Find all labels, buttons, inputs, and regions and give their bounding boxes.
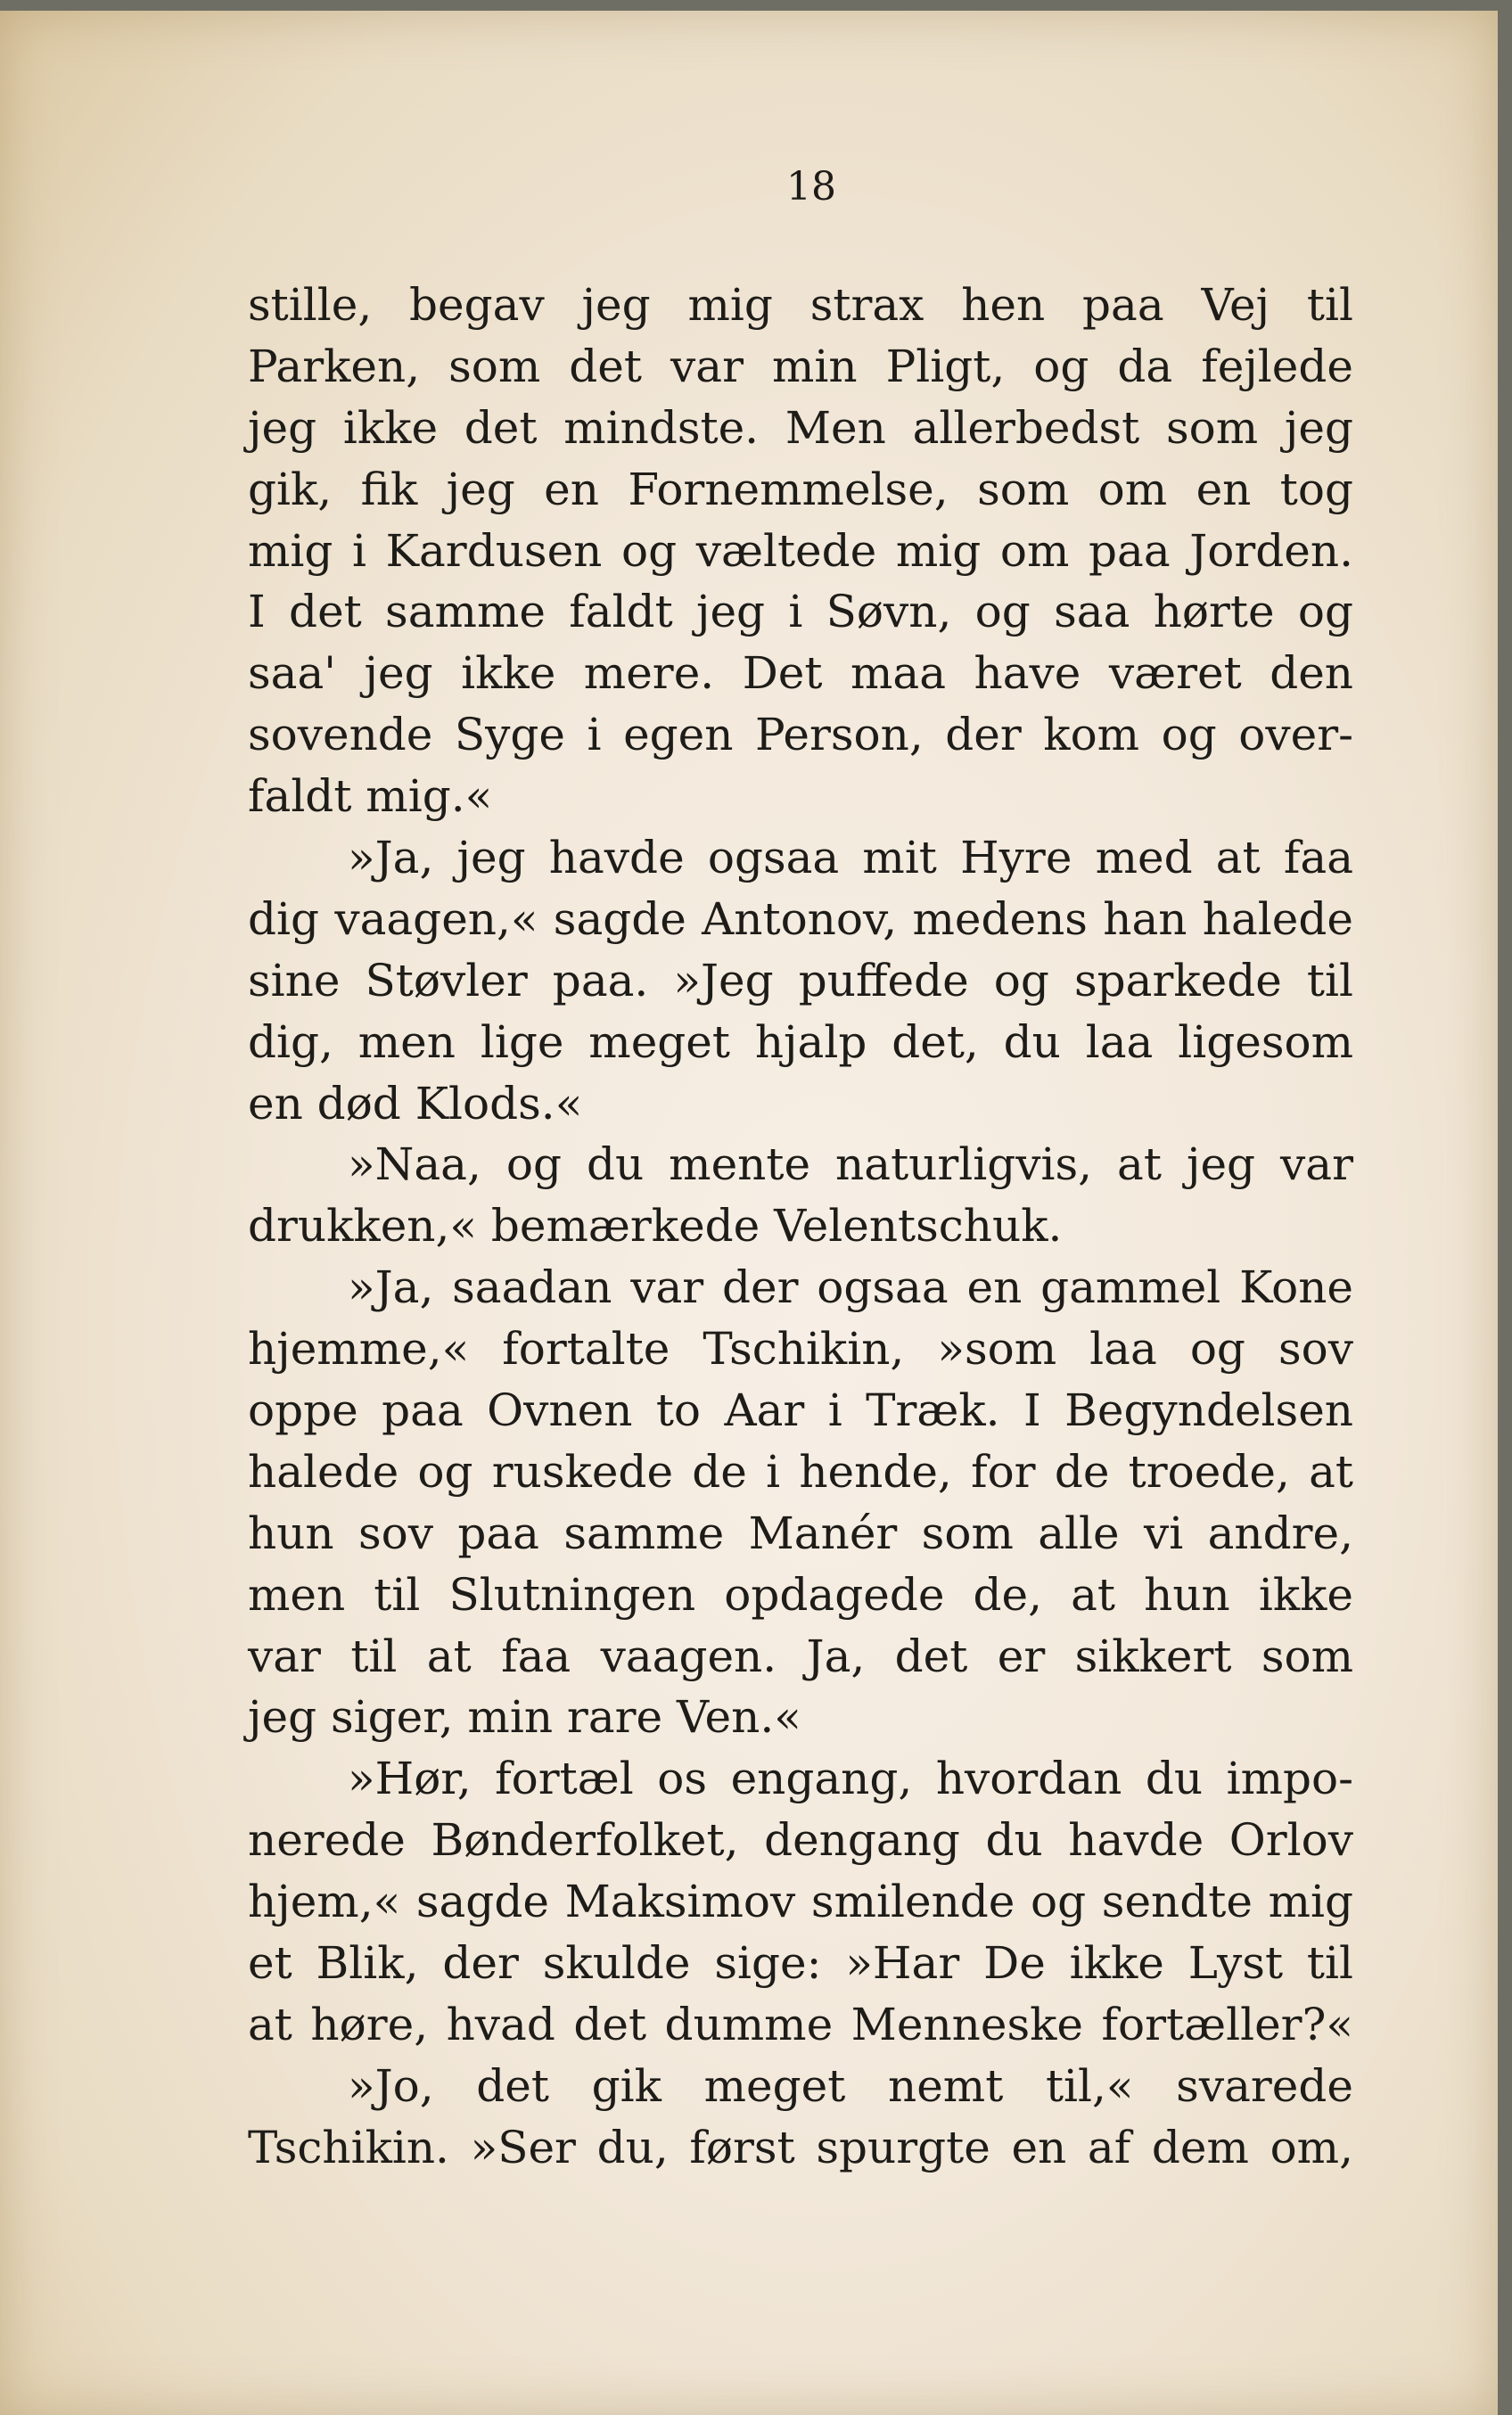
text-line: oppe paa Ovnen to Aar i Træk. I Begyndelsen [248, 1384, 1353, 1437]
text-line: at høre, hvad det dumme Menneske fortæller?« [248, 1998, 1353, 2050]
text-line: halede og ruskede de i hende, for de troede, at [248, 1445, 1353, 1498]
text-line: I det samme faldt jeg i Søvn, og saa hørte og [248, 586, 1353, 638]
text-line: faldt mig.« [248, 770, 493, 823]
text-line: hun sov paa samme Manér som alle vi andre, [248, 1507, 1353, 1559]
text-line: hjemme,« fortalte Tschikin, »som laa og sov [248, 1323, 1353, 1376]
text-line: »Ja, saadan var der ogsaa en gammel Kone [348, 1261, 1353, 1314]
text-line: nerede Bønderfolket, dengang du havde Orlov [248, 1814, 1353, 1867]
text-line: Parken, som det var min Pligt, og da fejlede [248, 340, 1353, 392]
text-line: stille, begav jeg mig strax hen paa Vej til [248, 279, 1353, 331]
text-line: »Jo, det gik meget nemt til,« svarede [348, 2059, 1353, 2112]
text-line: jeg ikke det mindste. Men allerbedst som jeg [248, 401, 1353, 454]
body-text [248, 275, 1353, 2179]
text-line: »Ja, jeg havde ogsaa mit Hyre med at faa [348, 832, 1353, 884]
book-page [0, 11, 1498, 2415]
text-line: mig i Kardusen og væltede mig om paa Jorden. [248, 524, 1353, 577]
text-line: jeg siger, min rare Ven.« [248, 1691, 801, 1744]
text-line: men til Slutningen opdagede de, at hun ikke [248, 1568, 1353, 1621]
text-line: dig, men lige meget hjalp det, du laa ligesom [248, 1015, 1353, 1068]
text-line: dig vaagen,« sagde Antonov, medens han halede [248, 892, 1353, 945]
text-line: en død Klods.« [248, 1077, 583, 1129]
text-line: »Naa, og du mente naturligvis, at jeg var [348, 1138, 1353, 1191]
text-line: hjem,« sagde Maksimov smilende og sendte mig [248, 1876, 1353, 1928]
text-line: gik, fik jeg en Fornemmelse, som om en tog [248, 463, 1353, 515]
text-line: sine Støvler paa. »Jeg puffede og sparkede til [248, 954, 1353, 1006]
text-line: drukken,« bemærkede Velentschuk. [248, 1200, 1063, 1253]
text-line: »Hør, fortæl os engang, hvordan du impo- [348, 1753, 1353, 1805]
text-line: et Blik, der skulde sige: »Har De ikke Lyst til [248, 1937, 1353, 1990]
text-line: var til at faa vaagen. Ja, det er sikkert som [248, 1630, 1353, 1682]
page-number: 18 [786, 164, 836, 209]
text-line: sovende Syge i egen Person, der kom og over- [248, 709, 1353, 761]
text-line: saa' jeg ikke mere. Det maa have været den [248, 647, 1353, 700]
text-line: Tschikin. »Ser du, først spurgte en af dem om, [248, 2121, 1353, 2173]
